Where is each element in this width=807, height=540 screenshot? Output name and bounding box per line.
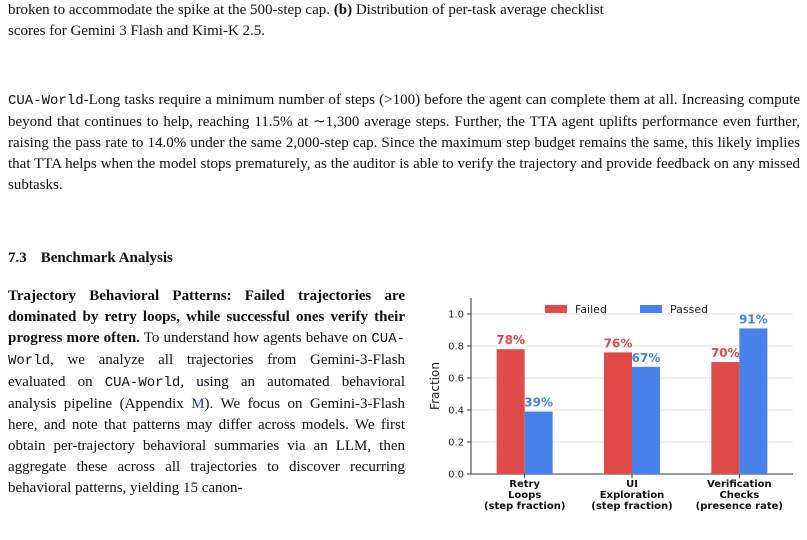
- y-tick-label: 0.8: [448, 341, 464, 353]
- benchmark-name-b: CUA-World: [104, 375, 181, 391]
- legend-swatch-passed: [640, 305, 662, 313]
- x-tick-label: Loops: [508, 490, 542, 501]
- caption-line1-rest: Distribution of per-task average checklist: [355, 2, 604, 18]
- section-heading: [8, 248, 173, 269]
- benchmark-name: CUA-World: [8, 93, 84, 109]
- left-text-4: ). We focus on Gemini-3-Flash here, and note that patterns may differ across models. We first obtain per-trajectory behavioral summaries via an LLM, then aggregate these across all trajectories to discover recurring behavioral patterns, yielding 15 canon-: [8, 396, 405, 496]
- x-tick-label: (step fraction): [483, 501, 566, 512]
- x-tick-label: Retry: [509, 479, 541, 490]
- figure-caption: [8, 0, 800, 42]
- y-axis-label: Fraction: [428, 362, 442, 410]
- section-title: Benchmark Analysis: [40, 250, 173, 266]
- paragraph-text: -Long tasks require a minimum number of steps (>100) before the agent can complete them at all. Increasing compute beyond that continues to help, reaching 11.5% at ∼1,300 average steps. Further, the TTA agent uplifts performance even further, raising the pass rate to 14.0% under the same 2,000-step cap. Since the maximum step budget remains the same, this likely implies that TTA helps when the model stops prematurely, as the auditor is able to verify the trajectory and provide feedback on any missed subtasks.: [8, 92, 800, 193]
- bar-failed: [604, 352, 632, 474]
- left-text-3: , using an automated behavioral analysis pipeline (Appendix: [8, 374, 406, 412]
- paragraph-heading: Trajectory Behavioral Patterns: Failed trajectories are dominated by retry loops, while successful ones verify their progress more often.: [8, 288, 405, 346]
- behavior-bar-chart: [420, 292, 800, 527]
- y-tick-label: 0.6: [448, 373, 464, 385]
- x-tick-label: (presence rate): [695, 501, 783, 512]
- benchmark-name-a: CUA-World: [8, 331, 406, 369]
- left-column-text: [8, 286, 405, 499]
- left-text-2: , we analyze all trajectories from Gemini-3-Flash evaluated on: [8, 352, 405, 390]
- legend-swatch-failed: [545, 305, 567, 313]
- x-tick-label: Exploration: [599, 490, 665, 501]
- bar-value-label: 78%: [496, 333, 526, 348]
- x-tick-label: UI: [626, 479, 638, 490]
- caption-line2: scores for Gemini 3 Flash and Kimi-K 2.5.: [8, 23, 266, 39]
- bar-failed: [497, 349, 525, 474]
- y-tick-label: 0.2: [448, 437, 464, 449]
- section-number: 7.3: [8, 250, 27, 266]
- bar-value-label: 67%: [631, 350, 661, 365]
- y-tick-label: 1.0: [448, 309, 464, 321]
- bar-value-label: 76%: [603, 336, 633, 351]
- bar-failed: [711, 362, 739, 474]
- legend-label-passed: Passed: [670, 303, 709, 316]
- legend-label-failed: Failed: [575, 303, 607, 316]
- left-text-1: To understand how agents behave on: [143, 330, 368, 346]
- body-paragraph: [8, 90, 800, 196]
- appendix-link[interactable]: M: [191, 396, 205, 412]
- y-tick-label: 0.0: [448, 469, 464, 481]
- bar-passed: [525, 412, 553, 474]
- bar-passed: [632, 367, 660, 474]
- caption-line1: broken to accommodate the spike at the 500-step cap.: [8, 2, 330, 18]
- x-tick-label: (step fraction): [591, 501, 673, 512]
- y-tick-label: 0.4: [448, 405, 464, 417]
- x-tick-label: Verification: [707, 479, 772, 490]
- bar-value-label: 70%: [710, 346, 740, 360]
- x-tick-label: Checks: [719, 490, 760, 501]
- bar-value-label: 39%: [524, 395, 554, 410]
- caption-label-b: (b): [333, 2, 353, 18]
- bar-passed: [739, 328, 767, 474]
- bar-value-label: 91%: [738, 312, 768, 327]
